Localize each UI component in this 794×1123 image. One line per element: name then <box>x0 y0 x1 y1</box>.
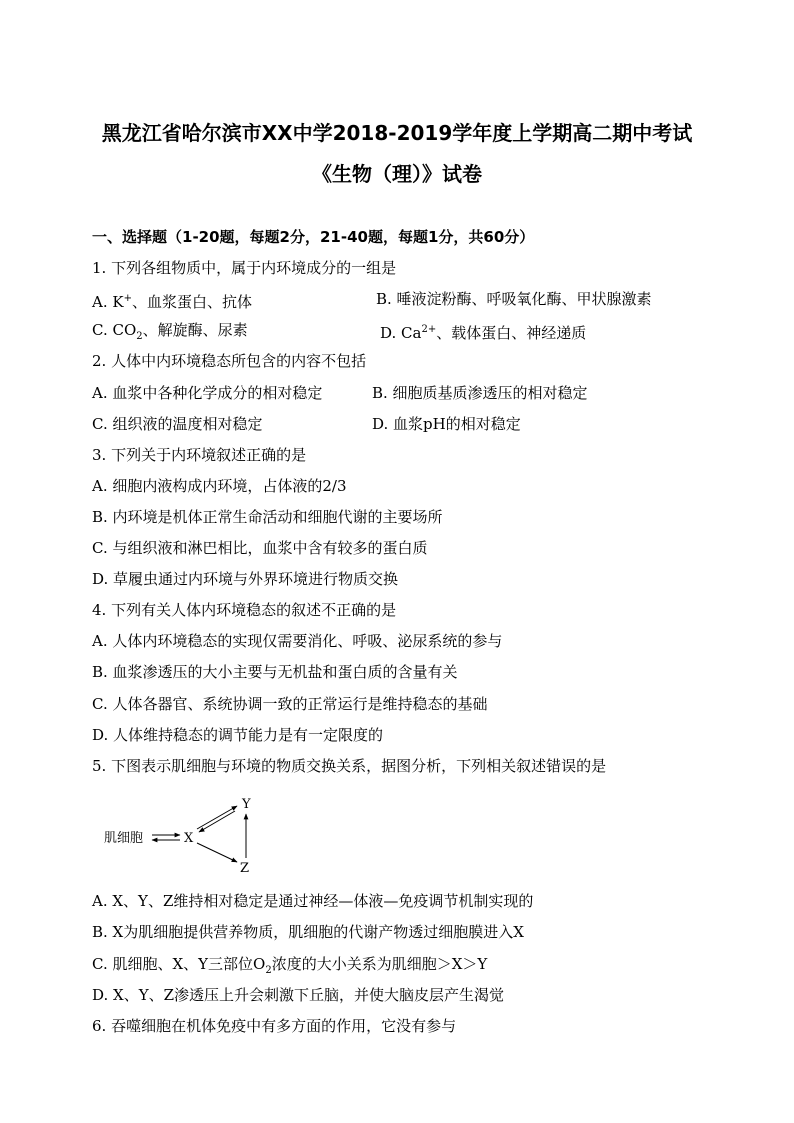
diagram-label-z: Z <box>240 861 250 876</box>
q1-option-d: D. $Ca^{2+}$、载体蛋白、神经递质 <box>380 324 587 342</box>
q4-option-d: D. 人体维持稳态的调节能力是有一定限度的 <box>92 726 384 744</box>
exam-title-line2: 《生物（理）》试卷 <box>312 162 482 186</box>
q5-option-c: C. 肌细胞、X、Y三部位$O_2$浓度的大小关系为肌细胞＞X＞Y <box>92 955 488 976</box>
diagram-label-x: X <box>184 831 194 846</box>
diagram-label-y: Y <box>242 797 251 812</box>
q1-stem: 1. 下列各组物质中，属于内环境成分的一组是 <box>92 259 397 277</box>
q3-option-a: A. 细胞内液构成内环境，占体液的2/3 <box>92 477 347 495</box>
q3-option-d: D. 草履虫通过内环境与外界环境进行物质交换 <box>92 570 399 588</box>
q2-option-b: B. 细胞质基质渗透压的相对稳定 <box>372 384 588 402</box>
section-heading: 一、选择题（1-20题，每题2分，21-40题，每题1分，共60分） <box>92 228 535 246</box>
q4-option-a: A. 人体内环境稳态的实现仅需要消化、呼吸、泌尿系统的参与 <box>92 632 503 650</box>
exam-title-line1: 黑龙江省哈尔滨市XX中学2018-2019学年度上学期高二期中考试 <box>101 121 693 145</box>
q1-option-b: B. 唾液淀粉酶、呼吸氧化酶、甲状腺激素 <box>376 290 652 308</box>
arrow-y-to-x <box>199 811 235 832</box>
q6-stem: 6. 吞噬细胞在机体免疫中有多方面的作用，它没有参与 <box>92 1017 457 1035</box>
exchange-diagram <box>100 796 280 876</box>
q1-option-a: A. K+、血浆蛋白、抗体 <box>92 293 252 311</box>
q2-option-c: C. 组织液的温度相对稳定 <box>92 415 263 433</box>
arrow-x-to-y <box>197 806 237 829</box>
q2-option-d: D. 血浆pH的相对稳定 <box>372 415 521 433</box>
q3-stem: 3. 下列关于内环境叙述正确的是 <box>92 446 307 464</box>
q3-option-b: B. 内环境是机体正常生命活动和细胞代谢的主要场所 <box>92 508 443 526</box>
q5-option-a: A. X、Y、Z维持相对稳定是通过神经—体液—免疫调节机制实现的 <box>92 892 534 910</box>
q4-stem: 4. 下列有关人体内环境稳态的叙述不正确的是 <box>92 601 397 619</box>
q5-stem: 5. 下图表示肌细胞与环境的物质交换关系，据图分析，下列相关叙述错误的是 <box>92 757 607 775</box>
q1-option-c: C. $CO_2$、解旋酶、尿素 <box>92 321 248 342</box>
q2-option-a: A. 血浆中各种化学成分的相对稳定 <box>92 384 323 402</box>
q3-option-c: C. 与组织液和淋巴相比，血浆中含有较多的蛋白质 <box>92 539 428 557</box>
q5-option-b: B. X为肌细胞提供营养物质，肌细胞的代谢产物透过细胞膜进入X <box>92 923 524 941</box>
q2-stem: 2. 人体中内环境稳态所包含的内容不包括 <box>92 352 367 370</box>
arrow-x-to-z <box>197 843 237 862</box>
diagram-label-cell: 肌细胞 <box>104 831 144 846</box>
q5-option-d: D. X、Y、Z渗透压上升会刺激下丘脑，并使大脑皮层产生渴觉 <box>92 986 505 1004</box>
q4-option-b: B. 血浆渗透压的大小主要与无机盐和蛋白质的含量有关 <box>92 663 458 681</box>
q4-option-c: C. 人体各器官、系统协调一致的正常运行是维持稳态的基础 <box>92 695 488 713</box>
